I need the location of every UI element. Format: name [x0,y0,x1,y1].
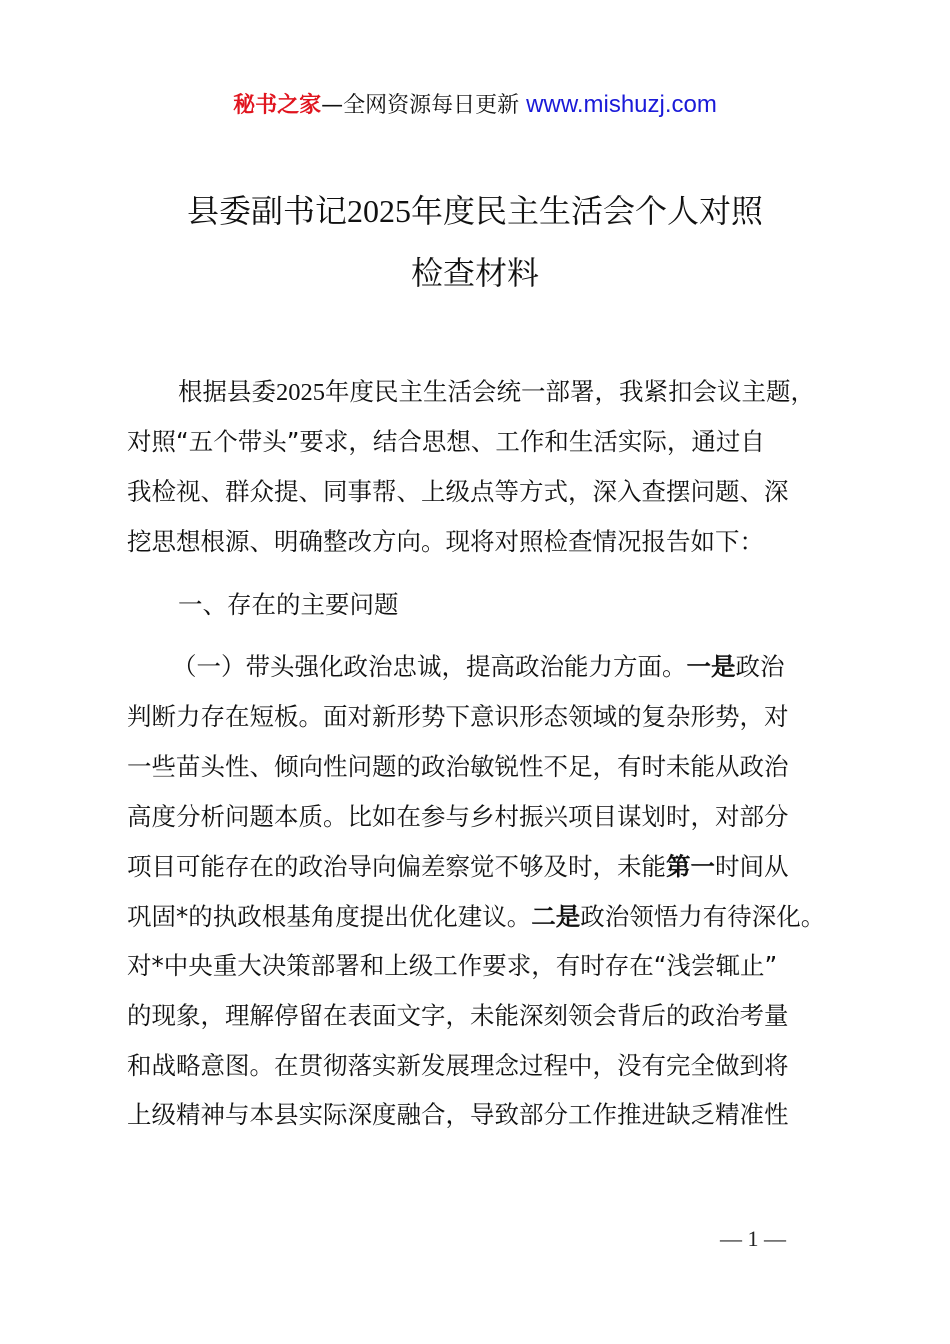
title-text: 年度民主生活会个人对照 [411,192,764,230]
para-line: 判断力存在短板。面对新形势下意识形态领域的复杂形势，对 [127,702,789,731]
document-title-line-2: 检查材料 [410,254,539,292]
para-line [172,652,785,682]
text: （一）带头强化政治忠诚，提高政治能力方面。 [172,652,687,681]
para-line: 的现象，理解停留在表面文字，未能深刻领会背后的政治考量 [127,1001,789,1030]
intro-line: 对照“五个带头”要求，结合思想、工作和生活实际，通过自 [127,427,765,456]
site-watermark-header [0,88,950,119]
text: 政治领悟力有待深化。 [580,902,826,931]
site-url[interactable]: www.mishuzj.com [526,91,717,118]
text: 巩固*的执政根基角度提出优化建议。 [127,902,532,931]
brand-name: 秘书之家 [233,93,322,118]
document-title-line-1 [0,186,950,232]
title-text: 县委副书记 [186,192,347,230]
para-line [127,852,789,882]
para-line: 一些苗头性、倾向性问题的政治敏锐性不足，有时未能从政治 [127,752,789,781]
section-heading: 一、存在的主要问题 [178,590,399,619]
year: 2025 [276,379,325,406]
slogan: —全网资源每日更新 [321,93,527,118]
text: 根据县委 [178,377,276,406]
text: 项目可能存在的政治导向偏差察觉不够及时，未能 [127,852,666,881]
bold-text: 第一 [666,852,715,881]
text: 年度民主生活会统一部署，我紧扣会议主题， [325,377,815,406]
para-line: 对*中央重大决策部署和上级工作要求，有时存在“浅尝辄止” [127,951,778,980]
text: 政治 [735,652,785,681]
para-line: 和战略意图。在贯彻落实新发展理念过程中，没有完全做到将 [127,1051,789,1080]
intro-line: 挖思想根源、明确整改方向。现将对照检查情况报告如下： [127,527,764,556]
bold-text: 一是 [686,652,736,681]
para-line: 上级精神与本县实际深度融合，导致部分工作推进缺乏精准性 [127,1100,789,1129]
title-year: 2025 [347,193,411,229]
text: 时间从 [715,852,789,881]
bold-text: 二是 [531,902,581,931]
para-line: 高度分析问题本质。比如在参与乡村振兴项目谋划时，对部分 [127,802,789,831]
page-number: — 1 — [720,1226,786,1251]
intro-line: 我检视、群众提、同事帮、上级点等方式，深入查摆问题、深 [127,477,789,506]
intro-line [178,377,815,408]
para-line [127,902,825,932]
